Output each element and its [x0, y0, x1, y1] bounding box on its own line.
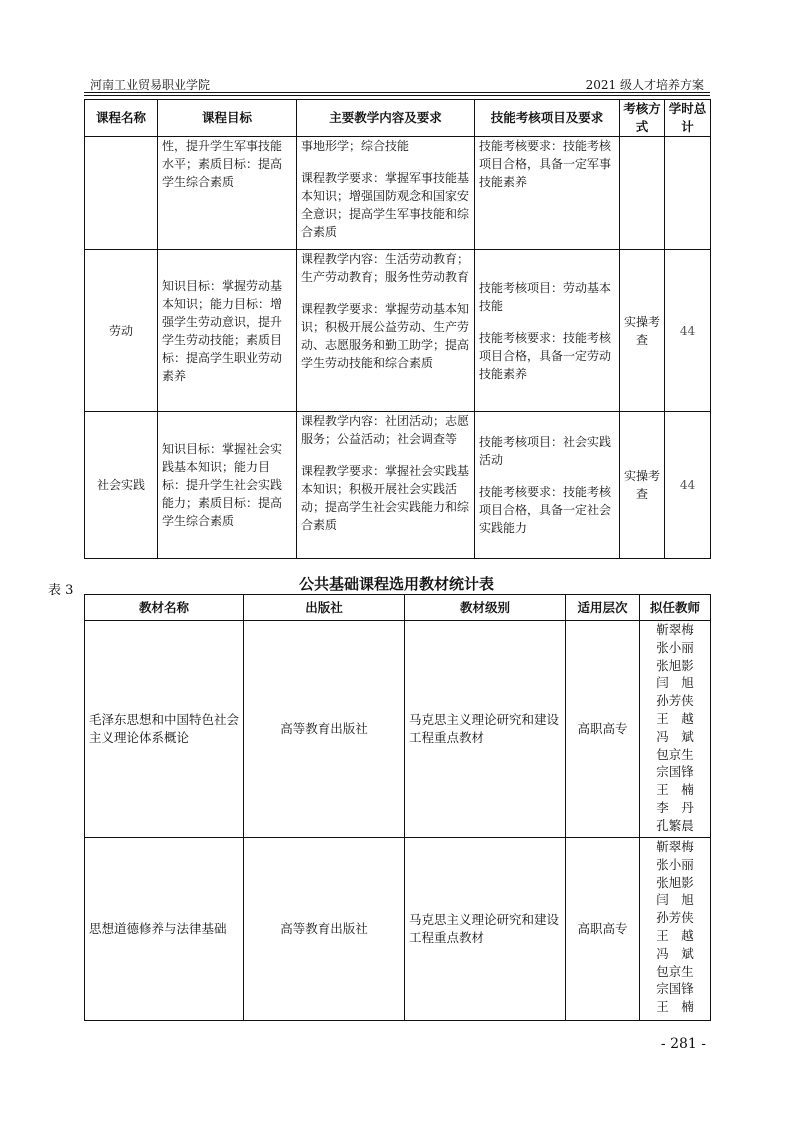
- teacher-name: 孙芳侠: [656, 693, 694, 709]
- teacher-name: 王 越: [656, 927, 694, 943]
- header-plan: 2021 级人才培养方案: [585, 78, 704, 92]
- content-text: 事地形学；综合技能: [301, 139, 410, 153]
- teacher-name: 闫 旭: [656, 892, 694, 908]
- skill-item-text: 技能考核项目：社会实践活动: [479, 435, 612, 467]
- content-text: 课程教学内容：社团活动；志愿服务；公益活动；社会调查等: [301, 414, 470, 446]
- col-teachers: 拟任教师: [640, 595, 711, 621]
- table-row: [85, 412, 711, 559]
- teacher-name: 张旭影: [656, 657, 694, 673]
- col-course-goal: 课程目标: [158, 100, 297, 137]
- skill-text: 技能考核要求：技能考核项目合格，具备一定军事技能素养: [479, 139, 612, 189]
- requirement-text: 课程教学要求：掌握社会实践基本知识；积极开展社会实践活动；提高学生社会实践能力和综合素质: [301, 464, 470, 532]
- textbook-name: 思想道德修养与法律基础: [85, 838, 244, 1021]
- col-textbook-level: 教材级别: [405, 595, 566, 621]
- course-name: 社会实践: [85, 412, 158, 559]
- assessment-method: 实操考查: [620, 412, 665, 559]
- header-rule-thin: [84, 95, 710, 96]
- teacher-name: 宗国锋: [656, 764, 694, 780]
- col-publisher: 出版社: [244, 595, 405, 621]
- course-name: 劳动: [85, 250, 158, 412]
- table-row: [85, 621, 711, 838]
- teacher-list: [640, 838, 711, 1021]
- col-total-hours: 学时总计: [665, 100, 711, 137]
- teacher-name: 闫 旭: [656, 675, 694, 691]
- table-title: 公共基础课程选用教材统计表: [298, 575, 494, 593]
- applicable-tier: 高职高专: [566, 621, 640, 838]
- course-name: [85, 137, 158, 250]
- applicable-tier: 高职高专: [566, 838, 640, 1021]
- skill-assessment: [475, 412, 620, 559]
- skill-item-text: 技能考核项目：劳动基本技能: [479, 280, 612, 313]
- course-content: [297, 250, 475, 412]
- course-table: [84, 99, 711, 559]
- teacher-name: 冯 斌: [656, 728, 694, 744]
- table-row: [85, 137, 711, 250]
- teacher-name: 张小丽: [656, 856, 694, 872]
- page-number: - 281 -: [660, 1036, 706, 1052]
- col-skill-assessment: 技能考核项目及要求: [475, 100, 620, 137]
- course-goal: 知识目标：掌握劳动基本知识；能力目标：增强学生劳动意识，提升学生劳动技能；素质目标：提高学生职业劳动素养: [158, 250, 297, 412]
- col-assessment-method: 考核方式: [620, 100, 665, 137]
- teacher-name: 孔繁晨: [656, 817, 694, 833]
- course-content: [297, 412, 475, 559]
- publisher: 高等教育出版社: [244, 621, 405, 838]
- table-row: [85, 250, 711, 412]
- teacher-name: 李 丹: [656, 799, 694, 815]
- total-hours: 44: [665, 412, 711, 559]
- teacher-name: 靳翠梅: [656, 839, 694, 854]
- col-applicable-tier: 适用层次: [566, 595, 640, 621]
- textbook-level: 马克思主义理论研究和建设工程重点教材: [405, 838, 566, 1021]
- content-text: 课程教学内容：生活劳动教育；生产劳动教育；服务性劳动教育: [301, 252, 470, 284]
- teacher-name: 孙芳侠: [656, 910, 694, 926]
- teacher-name: 冯 斌: [656, 945, 694, 961]
- course-content: [297, 137, 475, 250]
- header-rule: [84, 92, 710, 93]
- col-course-content: 主要教学内容及要求: [297, 100, 475, 137]
- skill-assessment: [475, 250, 620, 412]
- assessment-method: [620, 137, 665, 250]
- total-hours: 44: [665, 250, 711, 412]
- assessment-method: 实操考查: [620, 250, 665, 412]
- requirement-text: 课程教学要求：掌握军事技能基本知识；增强国防观念和国家安全意识；提高学生军事技能和综合素质: [301, 171, 470, 239]
- header-school: 河南工业贸易职业学院: [90, 78, 211, 92]
- course-goal: 知识目标：掌握社会实践基本知识；能力目标：提升学生社会实践能力；素质目标：提高学生综合素质: [158, 412, 297, 559]
- requirement-text: 课程教学要求：掌握劳动基本知识；积极开展公益劳动、生产劳动、志愿服务和勤工助学；提高学生劳动技能和综合素质: [301, 302, 470, 370]
- col-textbook-name: 教材名称: [85, 595, 244, 621]
- skill-assessment: [475, 137, 620, 250]
- total-hours: [665, 137, 711, 250]
- table-number: 表 3: [48, 583, 74, 598]
- teacher-name: 张旭影: [656, 874, 694, 890]
- teacher-name: 王 楠: [656, 782, 694, 798]
- teacher-name: 张小丽: [656, 639, 694, 655]
- textbook-table: [84, 594, 711, 1021]
- skill-requirement-text: 技能考核要求：技能考核项目合格，具备一定劳动技能素养: [479, 330, 612, 381]
- textbook-table-header: [85, 595, 711, 621]
- teacher-name: 靳翠梅: [656, 622, 694, 637]
- teacher-name: 王 楠: [656, 999, 694, 1015]
- teacher-name: 宗国锋: [656, 981, 694, 997]
- skill-requirement-text: 技能考核要求：技能考核项目合格，具备一定社会实践能力: [479, 485, 612, 535]
- col-course-name: 课程名称: [85, 100, 158, 137]
- textbook-name: 毛泽东思想和中国特色社会主义理论体系概论: [85, 621, 244, 838]
- textbook-level: 马克思主义理论研究和建设工程重点教材: [405, 621, 566, 838]
- course-table-header: [85, 100, 711, 137]
- teacher-name: 包京生: [656, 963, 694, 979]
- teacher-name: 包京生: [656, 746, 694, 762]
- publisher: 高等教育出版社: [244, 838, 405, 1021]
- course-goal: 性，提升学生军事技能水平；素质目标：提高学生综合素质: [158, 137, 297, 250]
- teacher-list: [640, 621, 711, 838]
- teacher-name: 王 越: [656, 710, 694, 726]
- table-row: [85, 838, 711, 1021]
